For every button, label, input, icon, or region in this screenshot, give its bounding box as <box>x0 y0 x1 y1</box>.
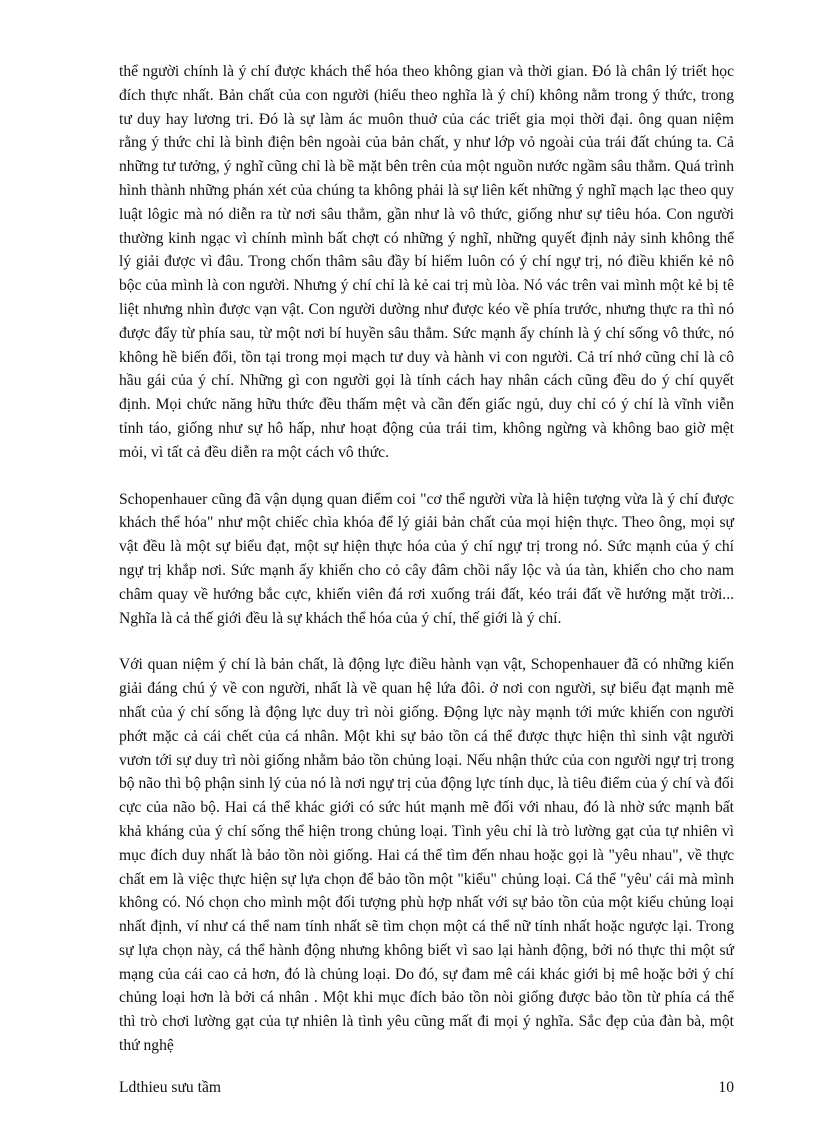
paragraph-2: Schopenhauer cũng đã vận dụng quan điểm coi "cơ thể người vừa là hiện tượng vừa là ý chí được khách thể hóa" như một chiếc chìa khóa để lý giải bản chất của mọi hiện thực. Theo ông, mọi sự vật đều là một sự biểu đạt, một sự hiện thực hóa của ý chí ngự trị trong nó. Sức mạnh của ý chí ngự trị khắp nơi. Sức mạnh ấy khiến cho cỏ cây đâm chồi nẩy lộc và úa tàn, khiến cho cho nam châm quay về hướng bắc cực, khiến viên đá rơi xuống trái đất, kéo trái đất về hướng mặt trời... Nghĩa là cả thế giới đều là sự khách thể hóa của ý chí, thế giới là ý chí. <box>119 490 734 627</box>
body-text <box>119 60 734 1058</box>
footer-source: Ldthieu sưu tầm <box>119 1079 221 1096</box>
paragraph-1: thể người chính là ý chí được khách thể hóa theo không gian và thời gian. Đó là chân lý triết học đích thực nhất. Bản chất của con người (hiểu theo nghĩa là ý chí) không nằm trong ý thức, trong tư duy hay lương tri. Đó là sự làm ác muôn thuở của các triết gia mọi thời đại. ông quan niệm rằng ý thức chỉ là bình điện bên ngoài của bản chất, y như lớp vỏ ngoài của trái đất chúng ta. Cả những tư tưởng, ý nghĩ cũng chỉ là bề mặt bên trên của một nguồn nước ngầm sâu thẳm. Quá trình hình thành những phán xét của chúng ta không phải là sự liên kết những ý nghĩ mạch lạc theo quy luật lôgic mà nó diễn ra từ nơi sâu thẳm, gần như là vô thức, giống như sự tiêu hóa. Con người thường kinh ngạc vì chính mình bất chợt có những ý nghĩ, những quyết định nảy sinh không thể lý giải được vì đâu. Trong chốn thâm sâu đầy bí hiểm luôn có ý chí ngự trị, nó điều khiển kẻ nô bộc của mình là con người. Nhưng ý chí chỉ là kẻ cai trị mù lòa. Nó vác trên vai mình một kẻ bị tê liệt nhưng nhìn được vạn vật. Con người dường như được kéo về phía trước, nhưng thực ra thì nó được đẩy từ phía sau, từ một nơi bí huyền sâu thẳm. Sức mạnh ấy chính là ý chí sống vô thức, nó không hề biến đổi, tồn tại trong mọi mạch tư duy và hành vi con người. Cả trí nhớ cũng chỉ là cô hầu gái của ý chí. Những gì con người gọi là tính cách hay nhân cách cũng đều do ý chí quyết định. Mọi chức năng hữu thức đều thấm mệt và cần đến giấc ngủ, duy chỉ có ý chí là vĩnh viễn tỉnh táo, giống như sự hô hấp, như hoạt động của trái tim, không ngừng và không bao giờ mệt mỏi, vì tất cả đều diễn ra một cách vô thức. <box>119 63 734 461</box>
page-number: 10 <box>718 1079 734 1096</box>
paragraph-3: Với quan niệm ý chí là bản chất, là động lực điều hành vạn vật, Schopenhauer đã có những kiến giải đáng chú ý về con người, nhất là về quan hệ lứa đôi. ở nơi con người, sự biểu đạt mạnh mẽ nhất của ý chí sống là động lực duy trì nòi giống. Động lực này mạnh tới mức khiến con người phớt mặc cả cái chết của cá nhân. Một khi sự bảo tồn cá thể được thực hiện thì sinh vật người vươn tới sự duy trì nòi giống nhằm bảo tồn chủng loại. Nếu nhận thức của con người ngự trị trong bộ não thì bộ phận sinh lý của nó là nơi ngự trị của động lực tính dục, là tiêu điểm của ý chí và đối cực của não bộ. Hai cá thể khác giới có sức hút mạnh mẽ đối với nhau, đó là nhờ sức mạnh bất khả kháng của ý chí sống thể hiện trong chủng loại. Tình yêu chỉ là trò lường gạt của tự nhiên vì mục đích duy nhất là bảo tồn nòi giống. Hai cá thể tìm đến nhau hoặc gọi là "yêu nhau", về thực chất em là việc thực hiện sự lựa chọn để bảo tồn một "kiểu" chủng loại. Cá thể "yêu' cái mà mình không có. Nó chọn cho mình một đối tượng phù hợp nhất với sự bảo tồn của một kiểu chủng loại nhất định, ví như cá thể nam tính nhất sẽ tìm chọn một cá thể nữ tính nhất hoặc ngược lại. Trong sự lựa chọn này, cá thể hành động nhưng không biết vì sao lại hành động, bởi nó thực thi một sứ mạng của cái cao cả hơn, đó là chủng loại. Do đó, sự đam mê cái khác giới bị mê hoặc bởi ý chí chủng loại hơn là bởi cá nhân . Một khi mục đích bảo tồn nòi giống được bảo tồn từ phía cá thể thì trò chơi lường gạt của tự nhiên là tình yêu cũng mất đi mọi ý nghĩa. Sắc đẹp của đàn bà, một thứ nghệ <box>119 656 734 1055</box>
page-footer <box>119 1078 734 1098</box>
